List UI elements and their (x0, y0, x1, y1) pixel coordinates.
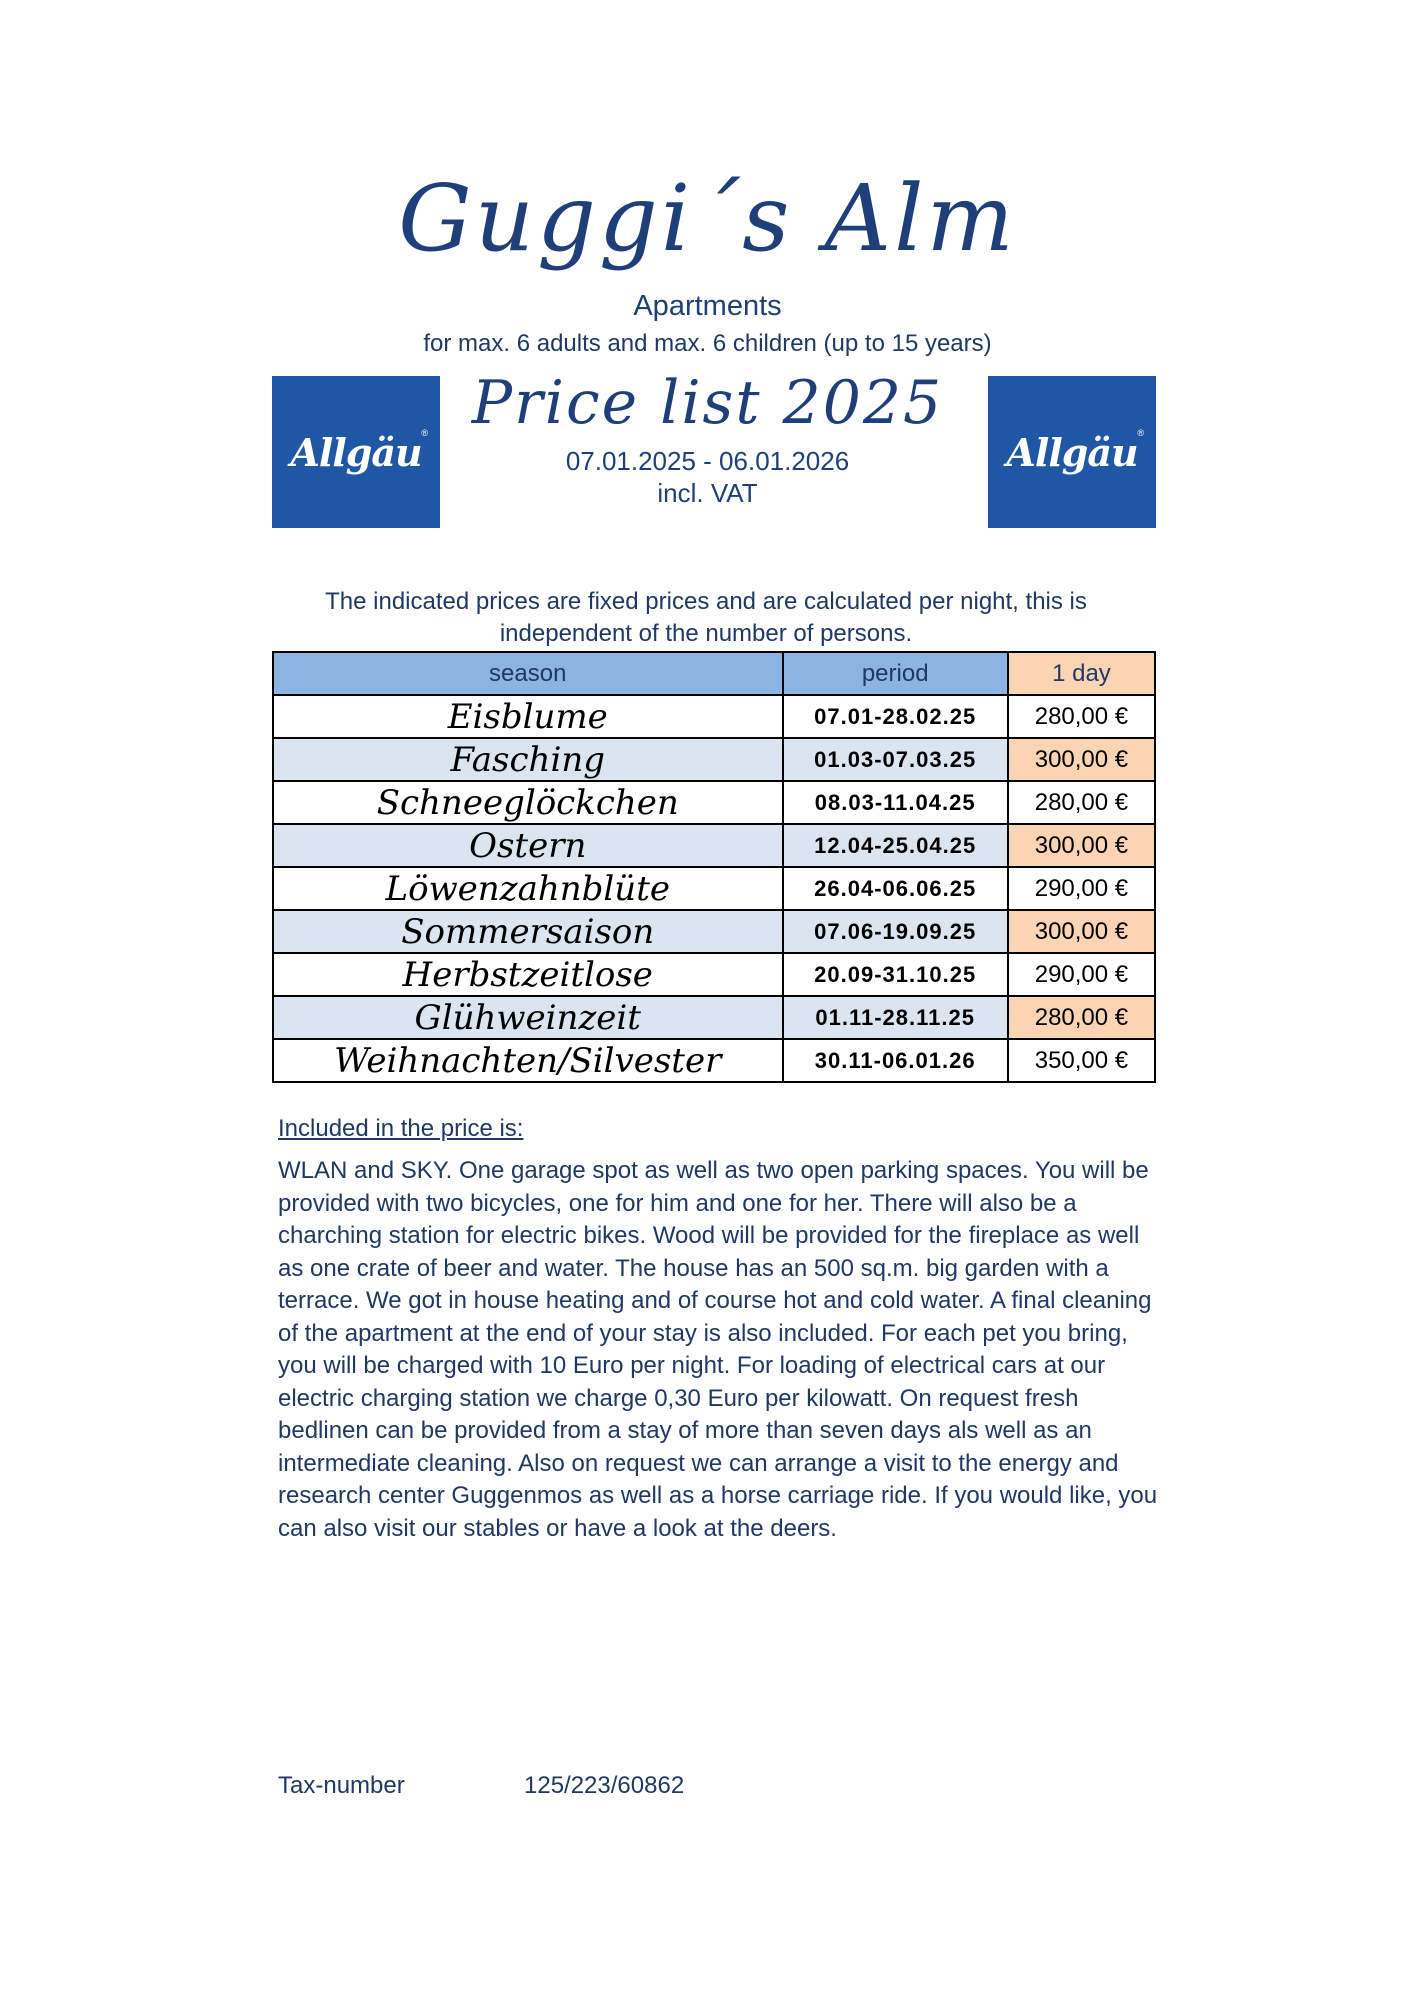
pricing-intro: The indicated prices are fixed prices and are calculated per night, this is independent of the number of persons. (325, 588, 1087, 647)
season-name: Löwenzahnblüte (273, 867, 783, 910)
table-row (273, 738, 1155, 781)
included-heading: Included in the price is: (278, 1115, 524, 1142)
season-price: 280,00 € (1008, 781, 1155, 824)
table-row (273, 1039, 1155, 1082)
price-table (272, 651, 1156, 1083)
season-name: Ostern (273, 824, 783, 867)
season-name: Herbstzeitlose (273, 953, 783, 996)
table-row (273, 781, 1155, 824)
page-title: Guggi´s Alm (398, 165, 1017, 272)
season-period: 20.09-31.10.25 (783, 953, 1008, 996)
season-name: Weihnachten/Silvester (273, 1039, 783, 1082)
season-period: 07.01-28.02.25 (783, 695, 1008, 738)
occupancy-subtitle: for max. 6 adults and max. 6 children (up to 15 years) (423, 330, 992, 357)
table-header-row (273, 652, 1155, 695)
season-period: 01.11-28.11.25 (783, 996, 1008, 1039)
table-row (273, 953, 1155, 996)
season-price: 280,00 € (1008, 996, 1155, 1039)
season-name: Sommersaison (273, 910, 783, 953)
season-period: 30.11-06.01.26 (783, 1039, 1008, 1082)
season-name: Eisblume (273, 695, 783, 738)
season-price: 300,00 € (1008, 738, 1155, 781)
allgau-logo-text: Allgäu (1006, 429, 1138, 475)
table-row (273, 867, 1155, 910)
season-price: 290,00 € (1008, 953, 1155, 996)
season-period: 08.03-11.04.25 (783, 781, 1008, 824)
season-price: 280,00 € (1008, 695, 1155, 738)
tax-number-value: 125/223/60862 (524, 1772, 685, 1799)
season-period: 12.04-25.04.25 (783, 824, 1008, 867)
table-row (273, 824, 1155, 867)
season-price: 300,00 € (1008, 910, 1155, 953)
season-name: Glühweinzeit (273, 996, 783, 1039)
price-list-heading: Price list 2025 (471, 368, 944, 438)
allgau-logo-text: Allgäu (290, 429, 422, 475)
season-name: Fasching (273, 738, 783, 781)
season-header: season (273, 652, 783, 695)
apartments-label: Apartments (633, 290, 782, 322)
season-price: 350,00 € (1008, 1039, 1155, 1082)
registered-mark: ® (1137, 428, 1144, 438)
season-period: 26.04-06.06.25 (783, 867, 1008, 910)
table-row (273, 910, 1155, 953)
season-price: 290,00 € (1008, 867, 1155, 910)
registered-mark: ® (421, 428, 428, 438)
vat-note: incl. VAT (657, 478, 758, 508)
tax-number-label: Tax-number (278, 1772, 405, 1799)
season-name: Schneeglöckchen (273, 781, 783, 824)
season-period: 07.06-19.09.25 (783, 910, 1008, 953)
table-row (273, 695, 1155, 738)
period-header: period (783, 652, 1008, 695)
validity-dates: 07.01.2025 - 06.01.2026 (565, 446, 850, 476)
season-period: 01.03-07.03.25 (783, 738, 1008, 781)
season-price: 300,00 € (1008, 824, 1155, 867)
included-description: WLAN and SKY. One garage spot as well as two open parking spaces. You will be provided with two bicycles, one for him and one for her. There will also be a charching station for electric bikes. Wood will be provided for the fireplace as well as one crate of beer and water. The house has an 500 sq.m. big garden with a terrace. We got in house heating and of course hot and cold water. A final cleaning of the apartment at the end of your stay is also included. For each pet you bring, you will be charged with 10 Euro per night. For loading of electrical cars at our electric charging station we charge 0,30 Euro per kilowatt. On request fresh bedlinen can be provided from a stay of more than seven days als well as an intermediate cleaning. Also on request we can arrange a visit to the energy and research center Guggenmos as well as a horse carriage ride. If you would like, you can also visit our stables or have a look at the deers. (278, 1157, 1158, 1542)
day-header: 1 day (1008, 652, 1155, 695)
table-row (273, 996, 1155, 1039)
